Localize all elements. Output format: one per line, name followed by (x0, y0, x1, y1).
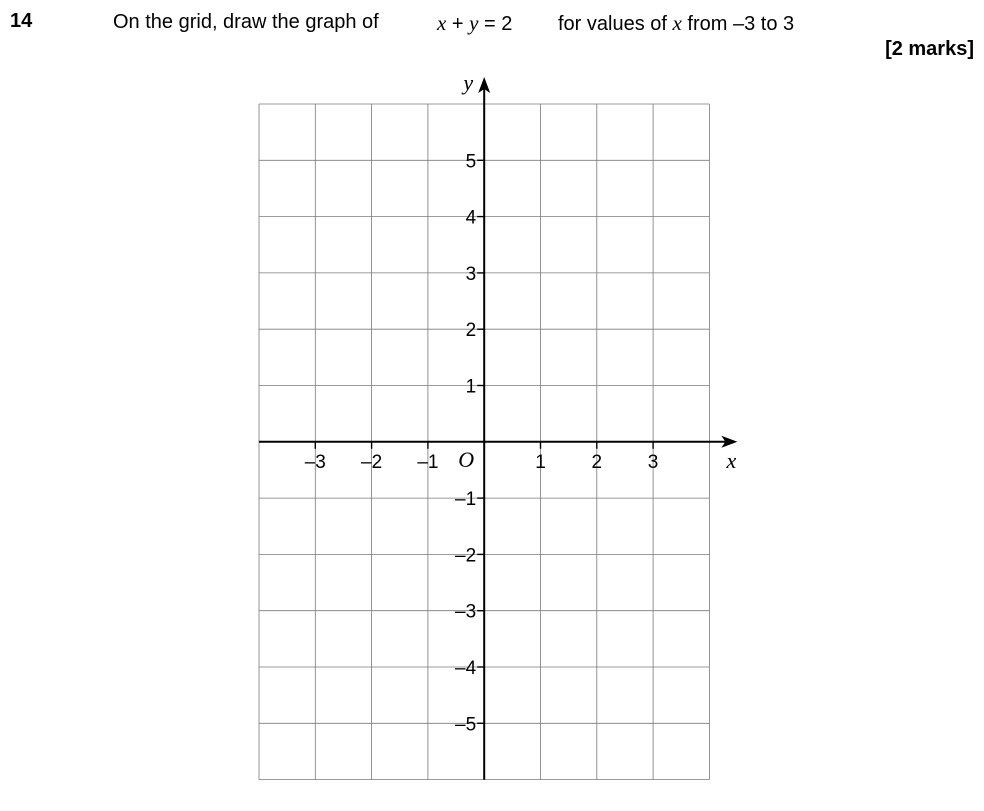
y-tick-label: –5 (455, 714, 477, 736)
y-axis-label: y (463, 70, 474, 95)
equation-rhs: = 2 (478, 13, 513, 35)
y-tick-label: 3 (465, 263, 477, 285)
x-tick-label: 1 (535, 451, 546, 473)
y-tick-label: 4 (465, 207, 477, 229)
y-tick-label: –2 (455, 545, 477, 567)
range-text-pre: for values of (558, 13, 673, 35)
axes (259, 77, 737, 780)
y-tick-label: –4 (455, 658, 477, 679)
question-instruction: On the grid, draw the graph of (113, 11, 379, 33)
marks-label: [2 marks] (885, 38, 974, 60)
range-text-var: x (672, 11, 682, 35)
x-tick-label: 3 (647, 451, 659, 473)
y-tick-label: 5 (465, 151, 477, 173)
question-number: 14 (10, 10, 33, 32)
y-tick-label: 1 (465, 376, 477, 398)
y-tick-label: –3 (455, 601, 477, 623)
equation-y-var: y (469, 11, 479, 35)
equation-x-var: x (437, 11, 447, 35)
range-text-post: from –3 to 3 (681, 13, 795, 35)
x-tick-label: –1 (417, 451, 439, 473)
origin-label: O (458, 446, 475, 472)
x-tick-label: –2 (361, 451, 383, 473)
y-tick-label: 2 (465, 320, 477, 342)
axis-labels (305, 70, 737, 735)
x-axis-label: x (726, 447, 737, 473)
equation-plus: + (446, 13, 470, 35)
x-tick-label: 2 (591, 451, 603, 473)
x-tick-label: –3 (304, 451, 326, 473)
y-tick-label: –1 (455, 489, 477, 511)
